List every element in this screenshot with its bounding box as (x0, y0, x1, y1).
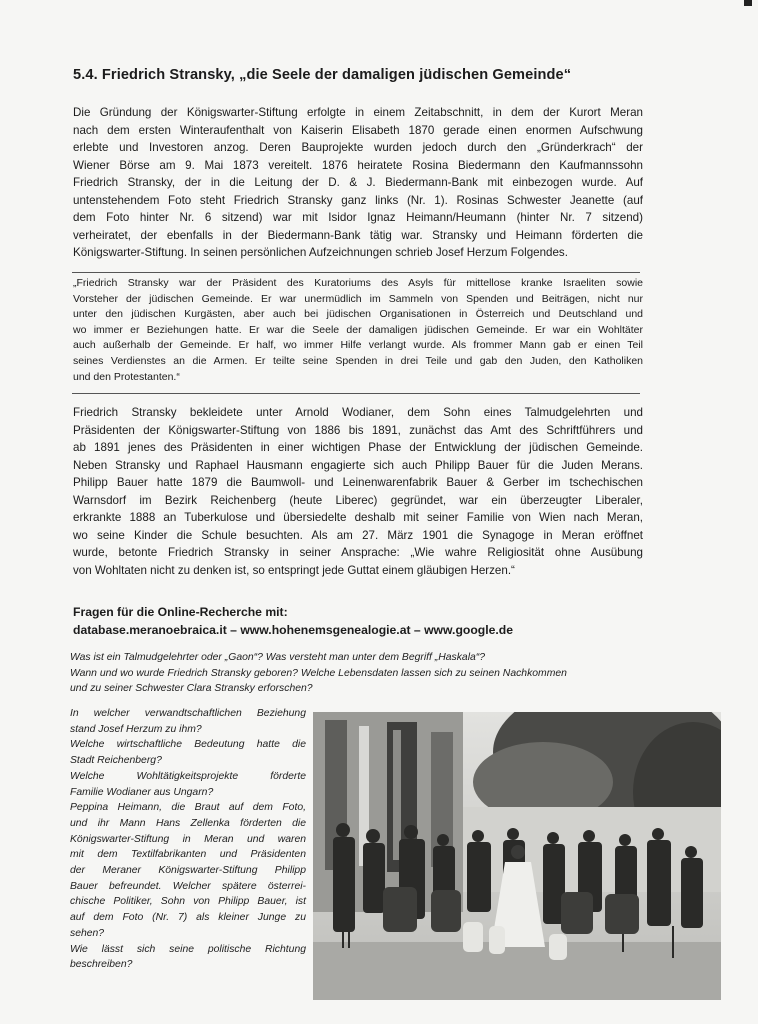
question-line: Wann und wo wurde Friedrich Stransky geboren? Welche Lebensdaten lassen sich zu seinen Nachkommen (70, 667, 567, 679)
quote-line: „Friedrich Stransky war der Präsident des Kuratoriums des Asyls für mittellose kranke Israeliten sowie (73, 277, 643, 289)
question-line: mit dem Textilfabrikanten und Präsidenten (70, 849, 306, 861)
question-line: Königswarter-Stiftung in Meran und waren (70, 833, 306, 845)
text-line: Philipp Bauer hatte 1879 die Baumwoll- und Leinenwarenfabrik Bauer & Gerber im tschechischen (73, 476, 643, 489)
research-heading (73, 603, 513, 639)
text-line: nach dem ersten Winteraufenthalt von Kaiserin Elisabeth 1870 gerade einen enormen Aufschwung (73, 123, 643, 137)
text-line: wo seine Kinder die Schule besuchten. Als am 27. März 1901 die Synagoge in Meran eröffnet (73, 528, 643, 542)
quote-line: Vorsteher der jüdischen Gemeinde. Er war unermüdlich im Sammeln von Spenden und Beiträgen, nicht nur (73, 292, 643, 305)
question-line: Peppina Heimann, die Braut auf dem Foto, (70, 802, 306, 814)
photo-illustration (313, 712, 721, 1000)
quote-top-rule (72, 272, 640, 273)
text-line: Neben Stransky und Raphael Hausmann engagierte sich auch Philipp Bauer für die Juden Merans. (73, 458, 643, 472)
question-line: Was ist ein Talmudgelehrter oder „Gaon“? Was versteht man unter dem Begriff „Haskala“? (70, 652, 486, 663)
scan-mark (744, 0, 752, 6)
quote-line: wo immer er Beziehungen hatte. Er war die Seele der damaligen jüdischen Gemeinde. Er war ein Wohltäter (73, 323, 643, 336)
text-line: von Wohltaten nicht zu denken ist, so entspringt jede Guttat einem gläubigen Herzen.“ (73, 563, 515, 577)
question-line: chische Politiker, Sohn von Philipp Bauer, ist (70, 896, 306, 908)
question-line: und zu seiner Schwester Clara Stransky erforschen? (70, 683, 313, 695)
question-line: Wie lässt sich seine politische Richtung (70, 943, 306, 955)
wedding-group-photo (313, 712, 721, 1000)
research-questions (70, 650, 567, 697)
text-line: dem Foto hinter Nr. 6 sitzend) war mit Isidor Ignaz Heimann/Heumann (hinter Nr. 7 sitzend) (73, 211, 643, 224)
question-line: beschreiben? (70, 959, 133, 971)
intro-paragraph (73, 104, 643, 262)
research-sources: database.meranoebraica.it – www.hohenemsgenealogie.at – www.google.de (73, 623, 513, 637)
text-line: erlebte und Investoren anzog. Deren Bauprojekte wurden jedoch durch den „Gründerkrach“ der (73, 141, 643, 154)
text-line: Königswarter-Stiftung. In seinen persönlichen Aufzeichnungen schrieb Josef Herzum Folgendes. (73, 246, 568, 259)
stransky-paragraph (73, 404, 643, 579)
text-line: Warnsdorf im Bezirk Reichenberg (heute Liberec) gegründet, war ein überzeugter Liberaler, (73, 493, 643, 507)
text-line: wurde, betonte Friedrich Stransky in seiner Ansprache: „Wie wahre Religiosität ohne Ausübung (73, 546, 643, 559)
quote-line: auch außerhalb der Gemeinde. Er half, wo immer Hilfe verlangt wurde. Als frommer Mann gab er einen Teil (73, 339, 643, 352)
text-line: Friedrich Stransky bekleidete unter Arnold Wodianer, dem Sohn eines Talmudgelehrten und (73, 406, 643, 419)
text-line: verheiratet, der ebenfalls in der Biedermann-Bank tätig war. Stransky und Heimann förderten die (73, 228, 643, 242)
research-questions-column (70, 706, 306, 973)
question-line: Welche Wohltätigkeitsprojekte förderte (70, 770, 306, 782)
question-line: Bauer befreundet. Welcher spätere österrei- (70, 880, 306, 892)
question-line: auf dem Foto (Nr. 7) als kleiner Junge zu (70, 912, 306, 924)
question-line: stand Josef Herzum zu ihm? (70, 723, 202, 735)
text-line: Wiener Börse am 9. Mai 1873 vereitelt. 1876 heiratete Rosina Biedermann den Kaufmannssohn (73, 158, 643, 172)
question-line: der Meraner Königswarter-Stiftung Philipp (70, 865, 306, 877)
question-line: sehen? (70, 927, 105, 939)
text-line: ab 1891 jenes des Präsidenten in einer wichtigen Phase der Entwicklung der jüdischen Gemeinde. (73, 441, 643, 454)
quote-line: seines Verdienstes an die Armen. Er teilte seine Spenden in drei Teile und gab den Juden, den Katholiken (73, 354, 643, 367)
quote-line: unter den jüdischen Kurgästen, aber auch bei jüdischen Organisationen in Österreich und Deutschland und (73, 308, 643, 321)
quote-bottom-rule (72, 393, 640, 394)
question-line: Familie Wodianer aus Ungarn? (70, 786, 214, 798)
question-line: und ihr Mann Hans Zellenka förderten die (70, 817, 306, 829)
quote-line: und den Protestanten.“ (73, 370, 180, 383)
question-line: In welcher verwandtschaftlichen Beziehung (70, 708, 306, 719)
text-line: untenstehendem Foto steht Friedrich Stransky ganz links (Nr. 1). Rosinas Schwester Jeanette (auf (73, 193, 643, 207)
herzum-quote (73, 276, 643, 385)
research-heading-line: Fragen für die Online-Recherche mit: (73, 605, 288, 619)
question-line: Stadt Reichenberg? (70, 755, 162, 767)
text-line: Präsidenten der Königswarter-Stiftung von 1886 bis 1891, zunächst das Amt des Schriftführers und (73, 423, 643, 437)
text-line: erkrankte 1888 an Tuberkulose und übersiedelte deshalb mit seiner Familie von Wien nach Meran, (73, 511, 643, 524)
section-heading: 5.4. Friedrich Stransky, „die Seele der damaligen jüdischen Gemeinde“ (73, 67, 572, 83)
text-line: Die Gründung der Königswarter-Stiftung erfolgte in einem Zeitabschnitt, in dem der Kurort Meran (73, 106, 643, 119)
text-line: Friedrich Stransky, der in die Leitung der D. & J. Biedermann-Bank mit einbezogen wurde. Auf (73, 176, 643, 189)
question-line: Welche wirtschaftliche Bedeutung hatte die (70, 739, 306, 751)
